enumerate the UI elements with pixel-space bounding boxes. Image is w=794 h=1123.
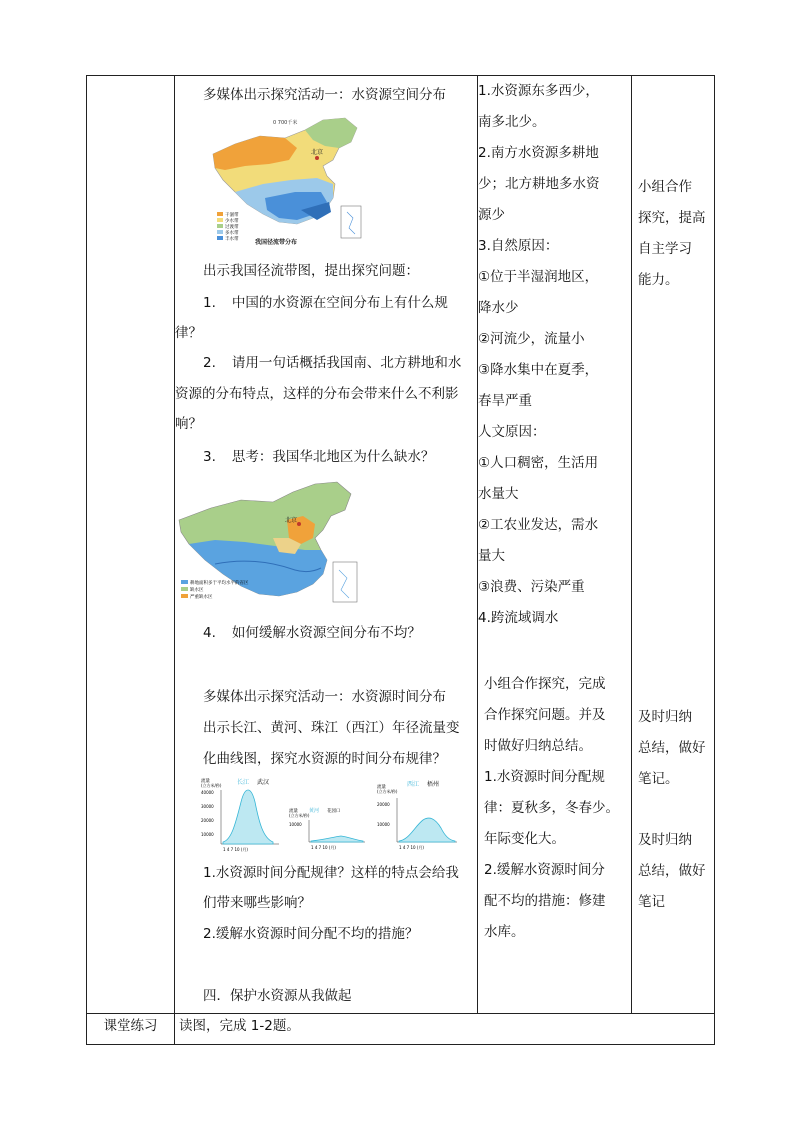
runoff-zone-map — [205, 114, 365, 246]
chart1-xlabel: 1 4 7 10 (月) — [223, 847, 248, 852]
chart2-station: 花园口 — [327, 809, 341, 814]
answer1-line-13: 水量大 — [478, 486, 519, 502]
map2-legend-1: 缺水区 — [190, 588, 204, 593]
answer1-line-8: ②河流少，流量小 — [478, 331, 585, 347]
chart1-ytick-2: 20000 — [201, 818, 214, 823]
map1-legend-0: 丰水带 — [225, 237, 239, 242]
intent-cell — [632, 76, 715, 1014]
chart2-ytick-0: 10000 — [289, 822, 302, 827]
practice-row — [87, 1014, 715, 1045]
activity2-line3: 化曲线图，探究水资源的时间分布规律？ — [203, 751, 446, 767]
question-3 — [203, 442, 477, 472]
question-4 — [203, 618, 477, 648]
intro-questions: 出示我国径流带图，提出探究问题： — [203, 263, 419, 279]
map1-legend-2: 过渡带 — [225, 225, 239, 230]
answer2-line-5: 年际变化大。 — [484, 831, 565, 847]
answer2-line-4: 律：夏秋多，冬春少。 — [484, 800, 619, 816]
answer1-line-3: 少；北方耕地多水资 — [478, 176, 600, 192]
chart1-ytick-0: 40000 — [201, 790, 214, 795]
answer1-line-16: ③浪费、污染严重 — [478, 579, 585, 595]
q2-line1: 请用一句话概括我国南、北方耕地和水 — [231, 355, 462, 371]
chart3-river: 西江 — [407, 781, 420, 788]
chart2-yunit-2: (立方米/秒) — [289, 813, 310, 818]
q4-number: 4. — [203, 625, 216, 641]
chart-huanghe — [289, 807, 365, 850]
intent1-line-1: 探究，提高 — [638, 210, 706, 226]
q3-text: 思考：我国华北地区为什么缺水？ — [231, 449, 435, 465]
q1-number: 1. — [203, 295, 216, 311]
question-5: 1.水资源时间分配规律？这样的特点会给我 — [203, 865, 459, 881]
intent-part3 — [638, 825, 706, 918]
capital-marker — [315, 156, 319, 160]
map2-capital-label: 北京 — [285, 517, 298, 524]
answer2-line-3: 1.水资源时间分配规 — [484, 769, 605, 785]
answer1-line-7: 降水少 — [478, 300, 519, 316]
chart2-xlabel: 1 4 7 10 (月) — [311, 845, 336, 850]
activity2-title: 多媒体出示探究活动一：水资源时间分布 — [203, 689, 446, 705]
map1-scale: 0 700千米 — [273, 120, 298, 126]
chart1-ytick-3: 10000 — [201, 832, 214, 837]
intent2-line-1: 总结，做好 — [638, 740, 706, 756]
answers-part2 — [484, 669, 619, 948]
answers-cell — [478, 76, 632, 1014]
runoff-charts — [201, 776, 469, 852]
intent3-line-2: 笔记 — [638, 894, 665, 910]
activity-cell — [175, 76, 478, 1014]
practice-label: 课堂练习 — [87, 1014, 175, 1045]
answers-part1 — [478, 76, 631, 634]
answer1-line-12: ①人口稠密，生活用 — [478, 455, 599, 471]
chart3-ytick-1: 10000 — [377, 822, 390, 827]
map1-legend-1: 多水带 — [225, 231, 239, 236]
chart1-yunit: 流量 — [201, 779, 210, 784]
intent-part1 — [638, 172, 706, 296]
question-2 — [203, 348, 477, 378]
chart3-xlabel: 1 4 7 10 (月) — [399, 845, 424, 850]
intent1-line-2: 自主学习 — [638, 241, 692, 257]
map1-legend-3: 少水带 — [225, 219, 239, 224]
section-4-heading: 四．保护水资源从我做起 — [203, 988, 352, 1004]
map1-legend-4: 干涸带 — [225, 213, 239, 218]
answer1-line-14: ②工农业发达，需水 — [478, 517, 599, 533]
intent-part2 — [638, 702, 706, 795]
chart1-river: 长江 — [237, 779, 250, 786]
q5-line2: 们带来哪些影响？ — [203, 895, 311, 911]
intent1-line-0: 小组合作 — [638, 179, 692, 195]
answer1-line-1: 南多北少。 — [478, 114, 546, 130]
answer1-line-9: ③降水集中在夏季， — [478, 362, 599, 378]
answer1-line-0: 1.水资源东多西少， — [478, 83, 599, 99]
map1-caption: 我国径流带分布 — [255, 239, 298, 246]
map1-capital-label: 北京 — [311, 149, 324, 156]
chart-changjiang — [201, 777, 279, 852]
chart2-curve — [311, 836, 363, 842]
answer1-line-4: 源少 — [478, 207, 505, 223]
left-label-cell — [87, 76, 175, 1014]
answer1-line-2: 2.南方水资源多耕地 — [478, 145, 599, 161]
intent2-line-0: 及时归纳 — [638, 709, 692, 725]
activity2-line2: 出示长江、黄河、珠江（西江）年径流量变 — [203, 720, 460, 736]
answer2-line-0: 小组合作探究，完成 — [484, 676, 606, 692]
chart1-station: 武汉 — [257, 779, 270, 786]
intent3-line-1: 总结，做好 — [638, 863, 706, 879]
q1-line1: 中国的水资源在空间分布上有什么规 — [231, 295, 448, 311]
answer1-line-5: 3.自然原因： — [478, 238, 559, 254]
water-shortage-map — [175, 480, 371, 610]
chart1-curve — [223, 790, 273, 844]
q1-line2: 律？ — [175, 325, 202, 341]
main-row — [87, 76, 715, 1014]
chart3-station: 梧州 — [427, 781, 440, 788]
q2-line3: 响？ — [175, 416, 202, 432]
question-1 — [203, 288, 477, 318]
intent3-line-0: 及时归纳 — [638, 832, 692, 848]
lesson-table — [86, 75, 715, 1045]
answer2-line-7: 配不均的措施：修建 — [484, 893, 606, 909]
answer2-line-6: 2.缓解水资源时间分 — [484, 862, 605, 878]
q3-number: 3. — [203, 449, 216, 465]
q4-text: 如何缓解水资源空间分布不均？ — [231, 625, 421, 641]
answer1-line-10: 春旱严重 — [478, 393, 532, 409]
answer1-line-6: ①位于半湿润地区， — [478, 269, 599, 285]
q2-number: 2. — [203, 355, 216, 371]
answer1-line-17: 4.跨流域调水 — [478, 610, 559, 626]
chart3-yunit: 流量 — [377, 785, 386, 790]
practice-text: 读图，完成 1-2题。 — [175, 1014, 715, 1045]
chart2-river: 黄河 — [309, 808, 320, 814]
chart2-yunit: 流量 — [289, 809, 298, 814]
chart3-ytick-0: 20000 — [377, 802, 390, 807]
question-6: 2.缓解水资源时间分配不均的措施？ — [203, 926, 419, 942]
answer2-line-1: 合作探究问题。并及 — [484, 707, 606, 723]
map2-legend-0: 耕地面积多于平均水平的省区 — [190, 581, 249, 586]
answer1-line-11: 人文原因： — [478, 424, 546, 440]
intent1-line-3: 能力。 — [638, 272, 679, 288]
answer2-line-2: 时做好归纳总结。 — [484, 738, 592, 754]
chart3-curve — [399, 818, 455, 842]
map2-legend-2: 严重缺水区 — [190, 595, 213, 600]
activity1-title: 多媒体出示探究活动一：水资源空间分布 — [203, 87, 446, 103]
intent2-line-2: 笔记。 — [638, 771, 679, 787]
chart1-ytick-1: 30000 — [201, 804, 214, 809]
chart1-yunit-2: (立方米/秒) — [201, 783, 222, 788]
answer1-line-15: 量大 — [478, 548, 505, 564]
south-sea-inset — [341, 206, 361, 238]
q2-line2: 资源的分布特点，这样的分布会带来什么不利影 — [175, 386, 459, 402]
answer2-line-8: 水库。 — [484, 924, 525, 940]
chart3-yunit-2: (立方米/秒) — [377, 789, 398, 794]
chart-xijiang — [377, 780, 457, 850]
